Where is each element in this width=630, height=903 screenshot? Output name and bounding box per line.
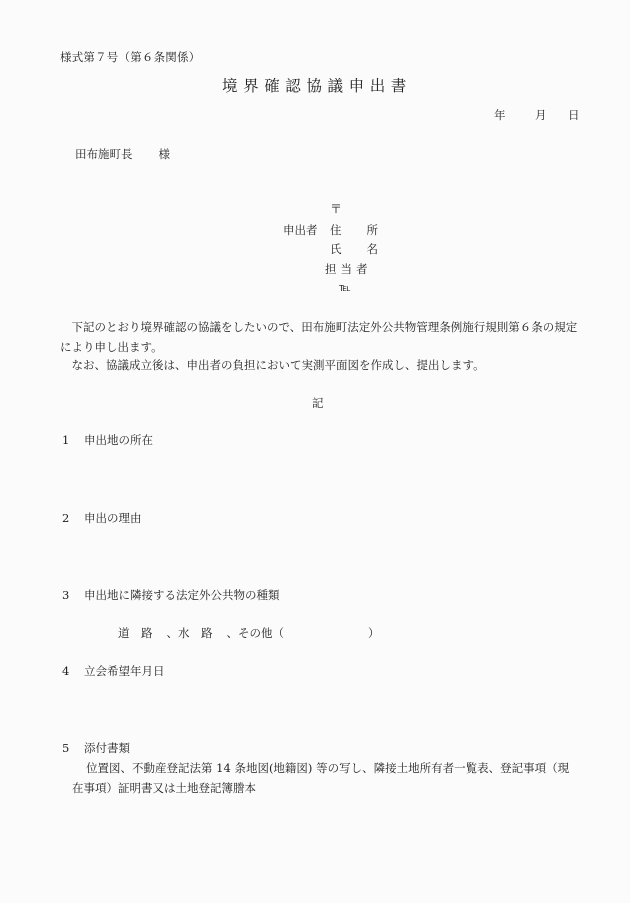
item-3 bbox=[62, 587, 280, 603]
item-label: 申出地の所在 bbox=[84, 433, 153, 447]
item-number: 1 bbox=[62, 433, 70, 447]
type-other: その他（ bbox=[238, 626, 284, 640]
item-4 bbox=[62, 663, 165, 679]
item-label: 申出地に隣接する法定外公共物の種類 bbox=[84, 588, 280, 602]
item-number: 4 bbox=[62, 664, 70, 678]
body-paragraph-2: なお、協議成立後は、申出者の負担において実測平面図を作成し、提出します。 bbox=[60, 358, 485, 372]
type-road: 道 路 bbox=[118, 626, 153, 640]
name-label-part-1: 氏 bbox=[330, 242, 342, 256]
applicant-label: 申出者 bbox=[283, 223, 318, 237]
item-label: 立会希望年月日 bbox=[84, 664, 165, 678]
applicant-name-label bbox=[330, 241, 378, 257]
item-1 bbox=[62, 432, 153, 448]
item-number: 5 bbox=[62, 741, 70, 755]
item-number: 2 bbox=[62, 511, 70, 525]
ki-heading: 記 bbox=[312, 396, 324, 410]
close-paren: ） bbox=[368, 626, 380, 640]
date-month-label: 月 bbox=[535, 108, 547, 122]
addressee bbox=[75, 146, 170, 162]
item-2 bbox=[62, 510, 142, 526]
item-label: 申出の理由 bbox=[84, 511, 142, 525]
form-number: 様式第７号（第６条関係） bbox=[60, 50, 201, 64]
attachments-line-1: 位置図、不動産登記法第 14 条地図(地籍図) 等の写し、隣接土地所有者一覧表、登記事項（現 bbox=[86, 761, 570, 775]
attachments-line-2: 在事項）証明書又は土地登記簿謄本 bbox=[72, 781, 256, 795]
date-line bbox=[494, 107, 580, 123]
date-day-label: 日 bbox=[568, 108, 580, 122]
item-label: 添付書類 bbox=[84, 741, 130, 755]
date-year-label: 年 bbox=[494, 108, 506, 122]
addressee-honorific: 様 bbox=[158, 147, 170, 161]
telephone-icon: ℡ bbox=[339, 281, 351, 294]
representative-label: 担当者 bbox=[325, 262, 372, 276]
public-property-types bbox=[118, 625, 380, 641]
document-title: 境界確認協議申出書 bbox=[222, 77, 412, 95]
name-label-part-2: 名 bbox=[366, 242, 378, 256]
body-paragraph-1: 下記のとおり境界確認の協議をしたいので、田布施町法定外公共物管理条例施行規則第６条の規定により申し出ます。 bbox=[60, 320, 578, 354]
address-label-part-2: 所 bbox=[366, 223, 378, 237]
separator: 、 bbox=[166, 626, 178, 640]
address-label-part-1: 住 bbox=[330, 223, 342, 237]
separator: 、 bbox=[226, 626, 238, 640]
attachments-text bbox=[62, 758, 582, 798]
item-5 bbox=[62, 740, 130, 756]
addressee-name: 田布施町長 bbox=[75, 147, 133, 161]
item-number: 3 bbox=[62, 588, 70, 602]
postal-mark: 〒 bbox=[330, 202, 343, 216]
applicant-address-label bbox=[330, 222, 378, 238]
type-waterway: 水 路 bbox=[178, 626, 213, 640]
